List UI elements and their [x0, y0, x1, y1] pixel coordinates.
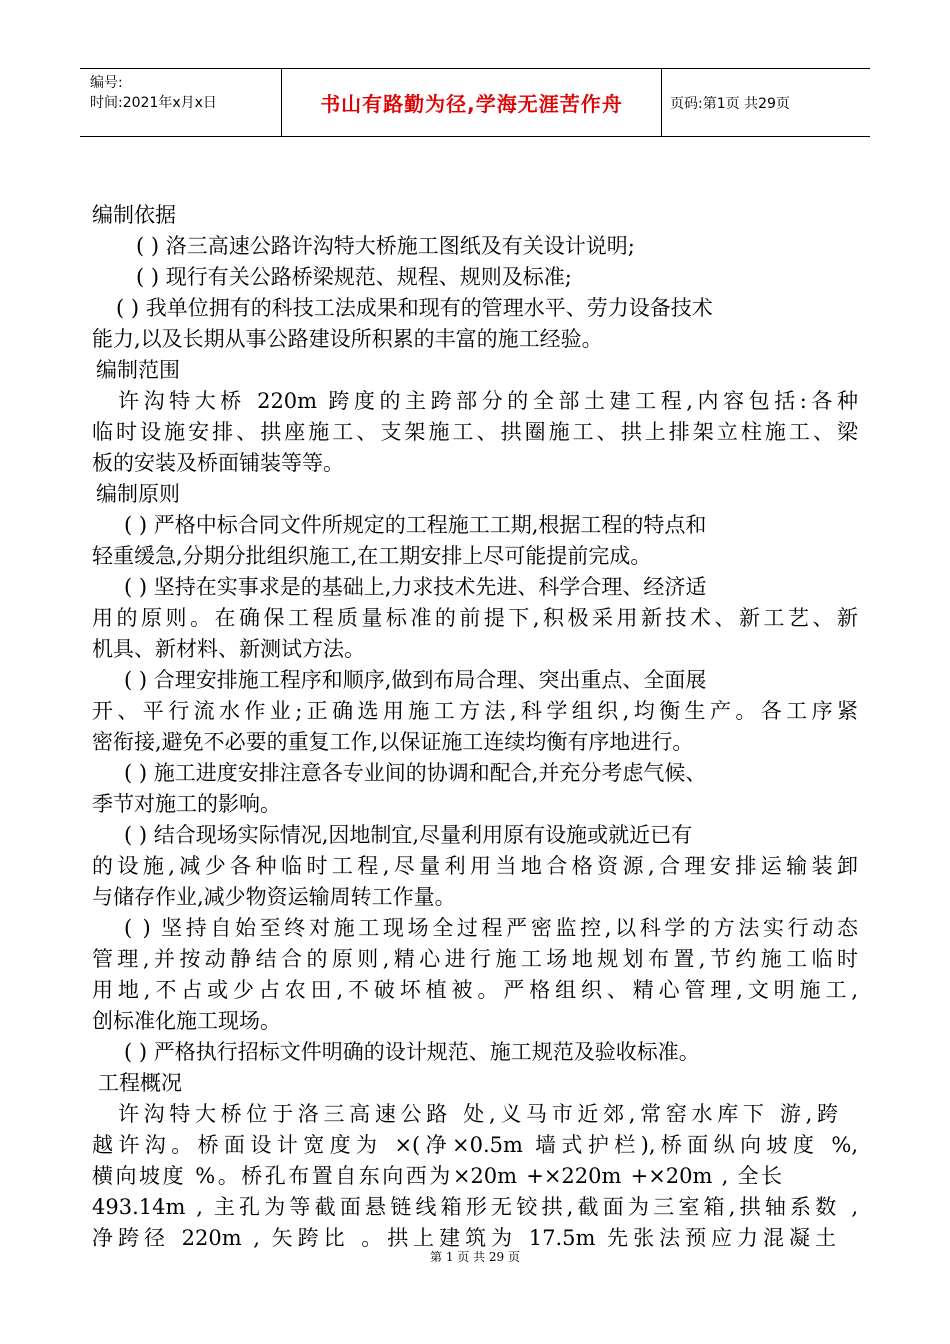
- header-meta-cell: [80, 69, 282, 136]
- paragraph-line: 越许沟。桥面设计宽度为 ×(净×0.5m 墙式护栏),桥面纵向坡度 %,: [92, 1133, 858, 1157]
- serial-label: 编号:: [90, 75, 123, 91]
- paragraph-line: ( ) 严格执行招标文件明确的设计规范、施工规范及验收标准。: [124, 1040, 700, 1064]
- header-page-cell: [662, 69, 870, 136]
- paragraph-line: 净跨径 220m , 矢跨比 。拱上建筑为 17.5m 先张法预应力混凝土: [92, 1226, 836, 1250]
- section-heading: 工程概况: [98, 1071, 182, 1095]
- paragraph-line: 能力,以及长期从事公路建设所积累的丰富的施工经验。: [92, 327, 603, 351]
- paragraph-line: 许沟特大桥位于洛三高速公路 处,义马市近郊,常窑水库下 游,跨: [118, 1102, 838, 1126]
- paragraph-line: ( ) 坚持自始至终对施工现场全过程严密监控,以科学的方法实行动态: [124, 916, 858, 940]
- paragraph-line: ( ) 洛三高速公路许沟特大桥施工图纸及有关设计说明;: [136, 234, 635, 258]
- date-label: 时间:2021年x月x日: [90, 95, 217, 111]
- paragraph-line: 横向坡度 %。桥孔布置自东向西为×20m +×220m +×20m , 全长: [92, 1164, 782, 1188]
- page-footer: 第 1 页 共 29 页: [430, 1250, 520, 1264]
- paragraph-line: ( ) 合理安排施工程序和顺序,做到布局合理、突出重点、全面展: [124, 668, 707, 692]
- paragraph-line: 季节对施工的影响。: [92, 792, 281, 816]
- paragraph-line: 与储存作业,减少物资运输周转工作量。: [92, 885, 456, 909]
- paragraph-line: ( ) 坚持在实事求是的基础上,力求技术先进、科学合理、经济适: [124, 575, 707, 599]
- section-heading: 编制原则: [96, 482, 180, 506]
- paragraph-line: 创标准化施工现场。: [92, 1009, 281, 1033]
- section-heading: 编制依据: [92, 203, 176, 227]
- paragraph-line: 轻重缓急,分期分批组织施工,在工期安排上尽可能提前完成。: [92, 544, 652, 568]
- paragraph-line: 的设施,减少各种临时工程,尽量利用当地合格资源,合理安排运输装卸: [92, 854, 858, 878]
- header-motto-cell: [282, 69, 662, 136]
- paragraph-line: 临时设施安排、拱座施工、支架施工、拱圈施工、拱上排架立柱施工、梁: [92, 420, 858, 444]
- paragraph-line: 板的安装及桥面铺装等等。: [92, 451, 344, 475]
- paragraph-line: 机具、新材料、新测试方法。: [92, 637, 365, 661]
- page-header: [80, 68, 870, 137]
- paragraph-line: ( ) 结合现场实际情况,因地制宜,尽量利用原有设施或就近已有: [124, 823, 693, 847]
- page-info: 页码:第1页 共29页: [670, 95, 790, 112]
- paragraph-line: 用的原则。在确保工程质量标准的前提下,积极采用新技术、新工艺、新: [92, 606, 858, 630]
- section-heading: 编制范围: [96, 358, 180, 382]
- paragraph-line: 密衔接,避免不必要的重复工作,以保证施工连续均衡有序地进行。: [92, 730, 694, 754]
- paragraph-line: ( ) 严格中标合同文件所规定的工程施工工期,根据工程的特点和: [124, 513, 707, 537]
- paragraph-line: 用地,不占或少占农田,不破坏植被。严格组织、精心管理,文明施工,: [92, 978, 858, 1002]
- paragraph-line: ( ) 我单位拥有的科技工法成果和现有的管理水平、劳力设备技术: [116, 296, 713, 320]
- paragraph-line: 管理,并按动静结合的原则,精心进行施工场地规划布置,节约施工临时: [92, 947, 858, 971]
- paragraph-line: 493.14m , 主孔为等截面悬链线箱形无铰拱,截面为三室箱,拱轴系数 ,: [92, 1195, 858, 1219]
- paragraph-line: 开、平行流水作业;正确选用施工方法,科学组织,均衡生产。各工序紧: [92, 699, 858, 723]
- paragraph-line: 许沟特大桥 220m 跨度的主跨部分的全部土建工程,内容包括:各种: [118, 389, 858, 413]
- motto-text: 书山有路勤为径,学海无涯苦作舟: [320, 92, 623, 116]
- paragraph-line: ( ) 现行有关公路桥梁规范、规程、规则及标准;: [136, 265, 572, 289]
- paragraph-line: ( ) 施工进度安排注意各专业间的协调和配合,并充分考虑气候、: [124, 761, 707, 785]
